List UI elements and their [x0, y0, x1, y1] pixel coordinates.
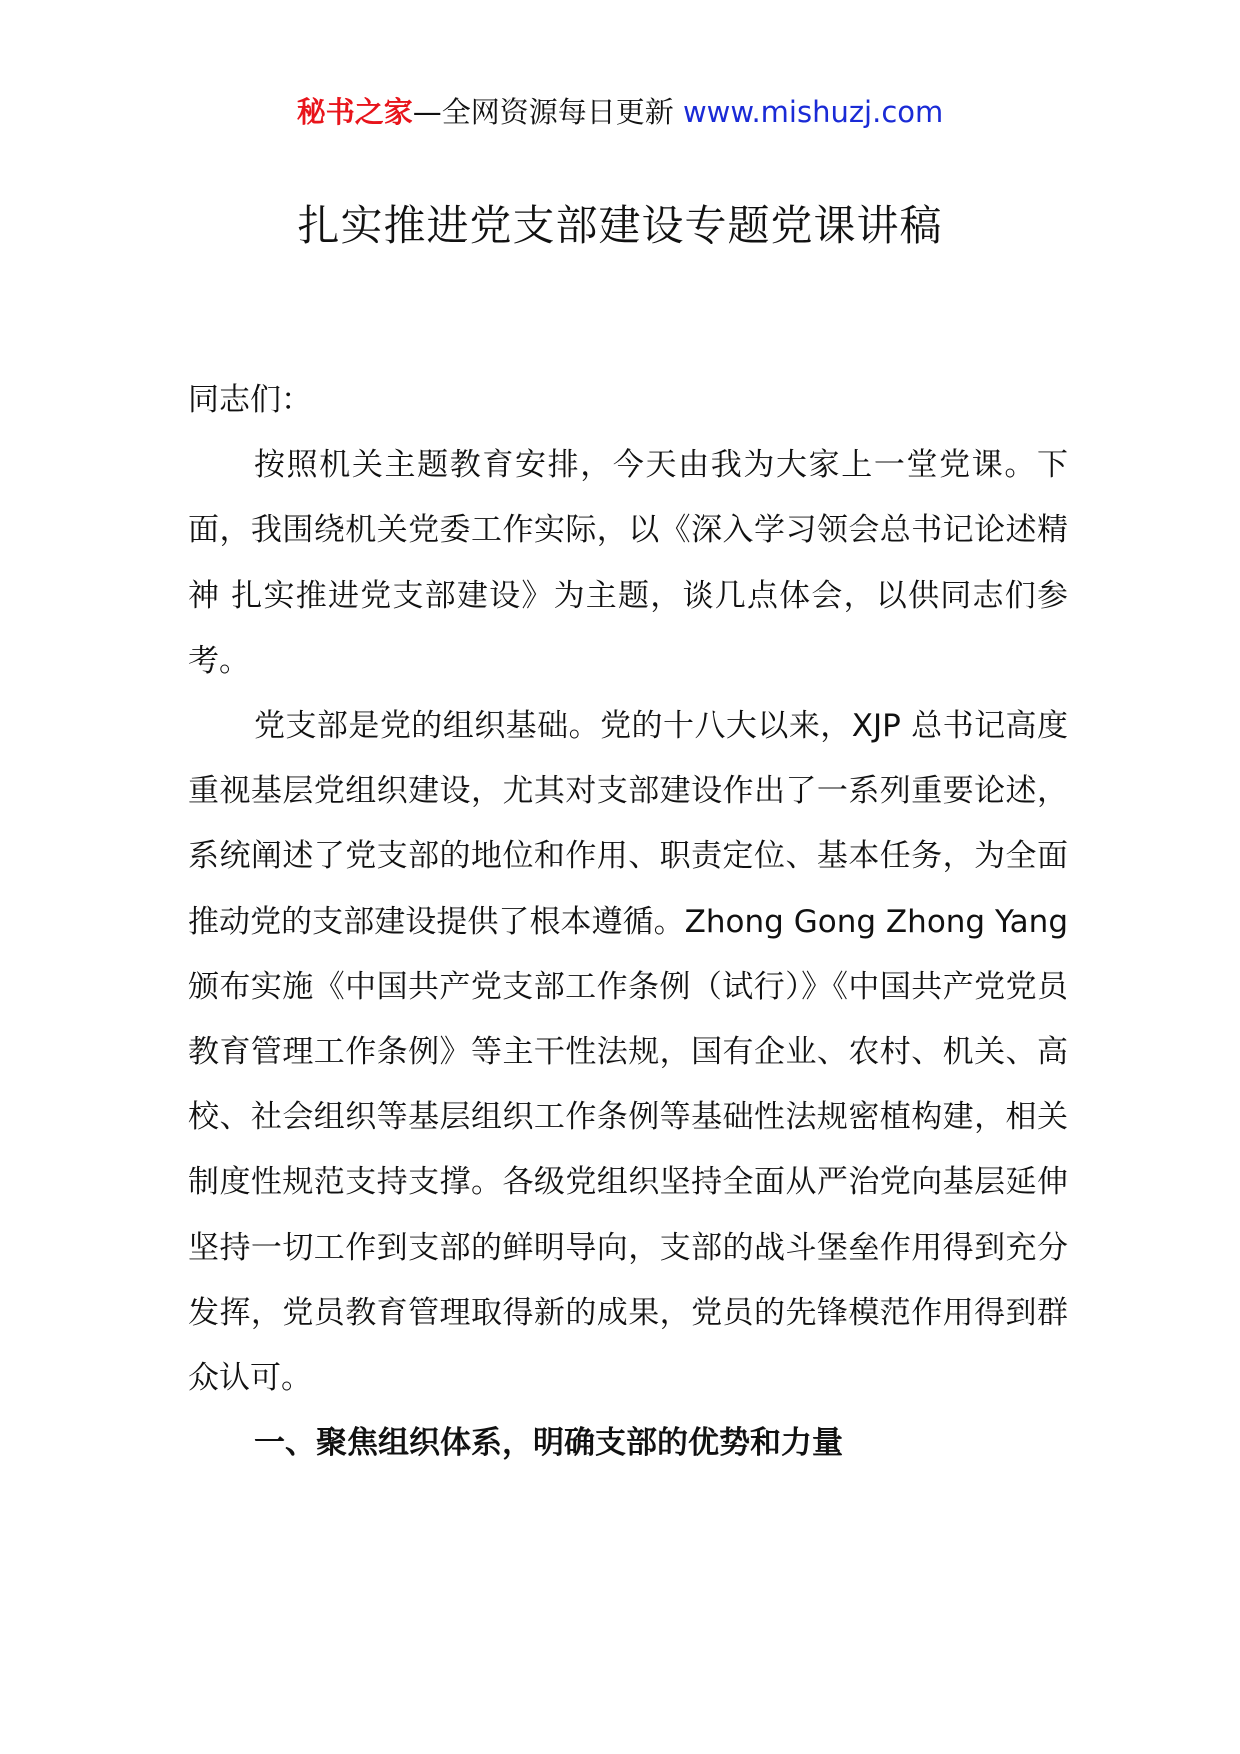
paragraph-background: 党支部是党的组织基础。党的十八大以来，XJP 总书记高度重视基层党组织建设，尤其对支部建设作出了一系列重要论述，系统阐述了党支部的地位和作用、职责定位、基本任务，为全面推动党的支部建设提供了根本遵循。Zhong Gong Zhong Yang 颁布实施《中国共产党支部工作条例（试行）》《中国共产党党员教育管理工作条例》等主干性法规，国有企业、农村、机关、高校、社会组织等基层组织工作条例等基础性法规密植构建，相关制度性规范支持支撑。各级党组织坚持全面从严治党向基层延伸坚持一切工作到支部的鲜明导向，支部的战斗堡垒作用得到充分发挥，党员教育管理取得新的成果，党员的先锋模范作用得到群众认可。	[188, 708, 1068, 1397]
document-body	[188, 368, 1068, 1476]
brand-name: 秘书之家	[296, 95, 413, 129]
section-heading: 一、聚焦组织体系，明确支部的优势和力量	[254, 1425, 843, 1462]
banner-tagline: —全网资源每日更新	[412, 95, 674, 129]
site-banner	[0, 90, 1240, 134]
document-title: 扎实推进党支部建设专题党课讲稿	[297, 201, 943, 250]
salutation: 同志们：	[188, 382, 312, 418]
paragraph-intro: 按照机关主题教育安排，今天由我为大家上一堂党课。下面，我围绕机关党委工作实际，以《深入学习领会总书记论述精神 扎实推进党支部建设》为主题，谈几点体会，以供同志们参考。	[188, 447, 1068, 679]
site-url-link[interactable]: www.mishuzj.com	[682, 95, 944, 129]
